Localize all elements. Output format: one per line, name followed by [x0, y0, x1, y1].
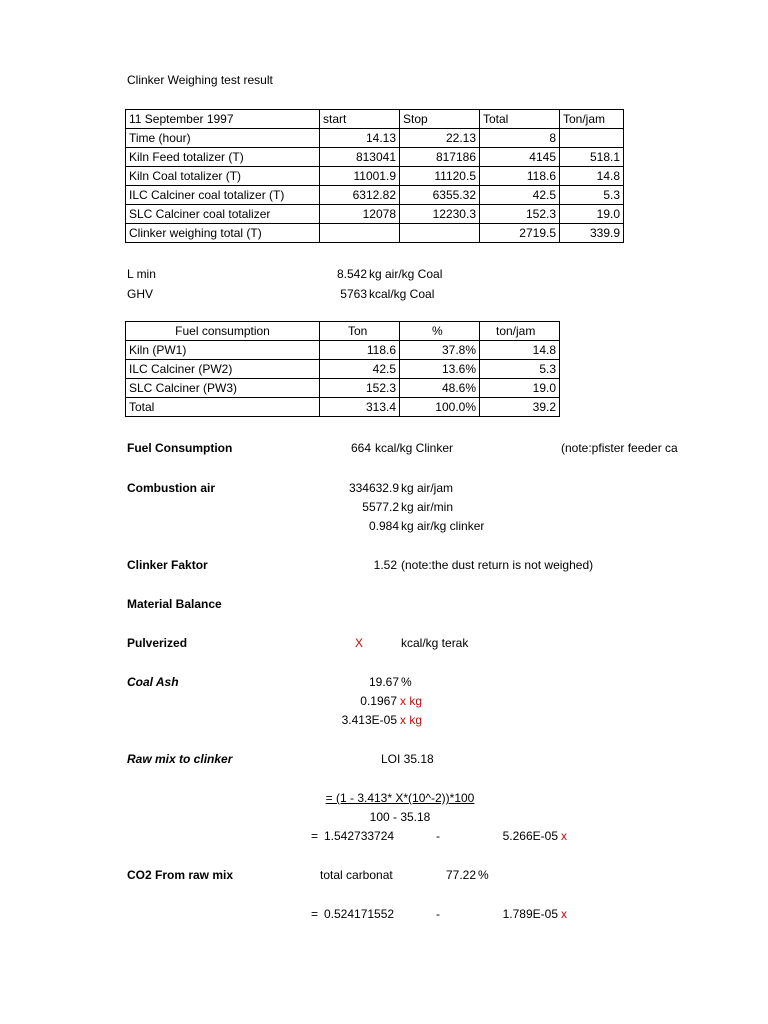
cell-total: 8 — [480, 129, 560, 148]
coal-ash-coefficient-unit: x kg — [400, 713, 423, 727]
table-row — [126, 360, 560, 379]
co2-minus: - — [436, 907, 440, 921]
co2-label: CO2 From raw mix — [127, 868, 234, 882]
clinker-faktor-value: 1.52 — [373, 558, 397, 572]
cell-ton: 313.4 — [320, 398, 400, 417]
row-label: SLC Calciner coal totalizer — [126, 205, 320, 224]
coal-ash-fraction-unit: x kg — [400, 694, 423, 708]
cell-ton-jam: 14.8 — [560, 167, 624, 186]
cell-ton-jam: 14.8 — [480, 341, 560, 360]
coal-ash-label: Coal Ash — [127, 675, 179, 689]
table-header-row — [126, 110, 624, 129]
row-label: Time (hour) — [126, 129, 320, 148]
table-header-row — [126, 322, 560, 341]
coal-ash-percent: 19.67 — [368, 675, 399, 689]
combustion-value: 334632.9 — [348, 481, 399, 495]
row-label: Clinker weighing total (T) — [126, 224, 320, 243]
lmin-label: L min — [127, 267, 156, 281]
co2-result-a: 0.524171552 — [324, 907, 395, 921]
raw-mix-result-b: 5.266E-05 — [502, 829, 558, 843]
cell-percent: 13.6% — [400, 360, 480, 379]
ghv-value: 5763 — [340, 287, 367, 301]
page-title: Clinker Weighing test result — [127, 73, 273, 87]
cell-stop: 6355.32 — [400, 186, 480, 205]
cell-ton-jam: 339.9 — [560, 224, 624, 243]
cell-total: 152.3 — [480, 205, 560, 224]
cell-percent: 48.6% — [400, 379, 480, 398]
cell-ton-jam: 518.1 — [560, 148, 624, 167]
raw-mix-result-a: 1.542733724 — [324, 829, 395, 843]
cell-ton-jam — [560, 129, 624, 148]
table-row — [126, 379, 560, 398]
table-row — [126, 224, 624, 243]
cell-ton-jam: 5.3 — [560, 186, 624, 205]
co2-carbonat-label: total carbonat — [320, 868, 393, 882]
combustion-unit: kg air/kg clinker — [401, 519, 485, 533]
coal-ash-fraction: 0.1967 — [360, 694, 397, 708]
combustion-unit: kg air/min — [401, 500, 454, 514]
raw-mix-x: x — [561, 829, 567, 843]
header-date: 11 September 1997 — [126, 110, 320, 129]
cell-ton-jam: 19.0 — [480, 379, 560, 398]
co2-carbonat-unit: % — [478, 868, 489, 882]
table-row — [126, 341, 560, 360]
header-start: start — [320, 110, 400, 129]
material-balance-heading: Material Balance — [127, 597, 222, 611]
header-ton: Ton — [320, 322, 400, 341]
table-row — [126, 148, 624, 167]
combustion-unit: kg air/jam — [401, 481, 454, 495]
fuel-consumption-value: 664 — [350, 441, 371, 455]
row-label: Total — [126, 398, 320, 417]
cell-total: 118.6 — [480, 167, 560, 186]
header-ton-jam: Ton/jam — [560, 110, 624, 129]
row-label: Kiln (PW1) — [126, 341, 320, 360]
raw-mix-minus: - — [436, 829, 440, 843]
cell-total: 42.5 — [480, 186, 560, 205]
co2-equals: = — [311, 907, 319, 921]
co2-result-b: 1.789E-05 — [502, 907, 558, 921]
raw-mix-label: Raw mix to clinker — [127, 752, 233, 766]
cell-stop — [400, 224, 480, 243]
cell-start: 6312.82 — [320, 186, 400, 205]
table-row — [126, 398, 560, 417]
header-percent: % — [400, 322, 480, 341]
fuel-consumption-note: (note:pfister feeder ca — [561, 441, 678, 455]
cell-ton-jam: 39.2 — [480, 398, 560, 417]
coal-ash-percent-unit: % — [401, 675, 412, 689]
cell-stop: 12230.3 — [400, 205, 480, 224]
coal-ash-coefficient: 3.413E-05 — [341, 713, 397, 727]
cell-ton: 118.6 — [320, 341, 400, 360]
co2-carbonat-value: 77.22 — [445, 868, 476, 882]
cell-stop: 11120.5 — [400, 167, 480, 186]
table-row — [126, 186, 624, 205]
cell-ton: 42.5 — [320, 360, 400, 379]
cell-start: 813041 — [320, 148, 400, 167]
lmin-unit: kg air/kg Coal — [369, 267, 443, 281]
clinker-faktor-label: Clinker Faktor — [127, 558, 208, 572]
row-label: SLC Calciner (PW3) — [126, 379, 320, 398]
cell-ton: 152.3 — [320, 379, 400, 398]
raw-mix-equals: = — [311, 829, 319, 843]
table-row — [126, 167, 624, 186]
raw-mix-formula-numerator: = (1 - 3.413* X*(10^-2))*100 — [325, 791, 475, 805]
ghv-unit: kcal/kg Coal — [369, 287, 435, 301]
pulverized-unit: kcal/kg terak — [401, 636, 469, 650]
cell-stop: 22.13 — [400, 129, 480, 148]
header-stop: Stop — [400, 110, 480, 129]
cell-ton-jam: 19.0 — [560, 205, 624, 224]
header-fuel-consumption: Fuel consumption — [126, 322, 320, 341]
weighing-table — [125, 109, 624, 243]
cell-total: 4145 — [480, 148, 560, 167]
cell-start: 14.13 — [320, 129, 400, 148]
lmin-value: 8.542 — [336, 267, 367, 281]
pulverized-x: X — [355, 636, 364, 650]
cell-total: 2719.5 — [480, 224, 560, 243]
cell-start: 12078 — [320, 205, 400, 224]
header-ton-jam: ton/jam — [480, 322, 560, 341]
raw-mix-loi: LOI 35.18 — [381, 752, 434, 766]
raw-mix-formula-denominator: 100 - 35.18 — [369, 810, 431, 824]
ghv-label: GHV — [127, 287, 154, 301]
cell-start — [320, 224, 400, 243]
combustion-value: 5577.2 — [362, 500, 399, 514]
clinker-faktor-note: (note:the dust return is not weighed) — [401, 558, 594, 572]
cell-stop: 817186 — [400, 148, 480, 167]
row-label: ILC Calciner (PW2) — [126, 360, 320, 379]
row-label: ILC Calciner coal totalizer (T) — [126, 186, 320, 205]
row-label: Kiln Coal totalizer (T) — [126, 167, 320, 186]
cell-percent: 100.0% — [400, 398, 480, 417]
pulverized-label: Pulverized — [127, 636, 188, 650]
fuel-consumption-label: Fuel Consumption — [127, 441, 233, 455]
table-row — [126, 129, 624, 148]
combustion-value: 0.984 — [368, 519, 399, 533]
fuel-consumption-table — [125, 321, 560, 417]
row-label: Kiln Feed totalizer (T) — [126, 148, 320, 167]
cell-percent: 37.8% — [400, 341, 480, 360]
co2-x: x — [561, 907, 567, 921]
cell-start: 11001.9 — [320, 167, 400, 186]
fuel-consumption-unit: kcal/kg Clinker — [375, 441, 454, 455]
table-row — [126, 205, 624, 224]
header-total: Total — [480, 110, 560, 129]
cell-ton-jam: 5.3 — [480, 360, 560, 379]
combustion-air-label: Combustion air — [127, 481, 216, 495]
